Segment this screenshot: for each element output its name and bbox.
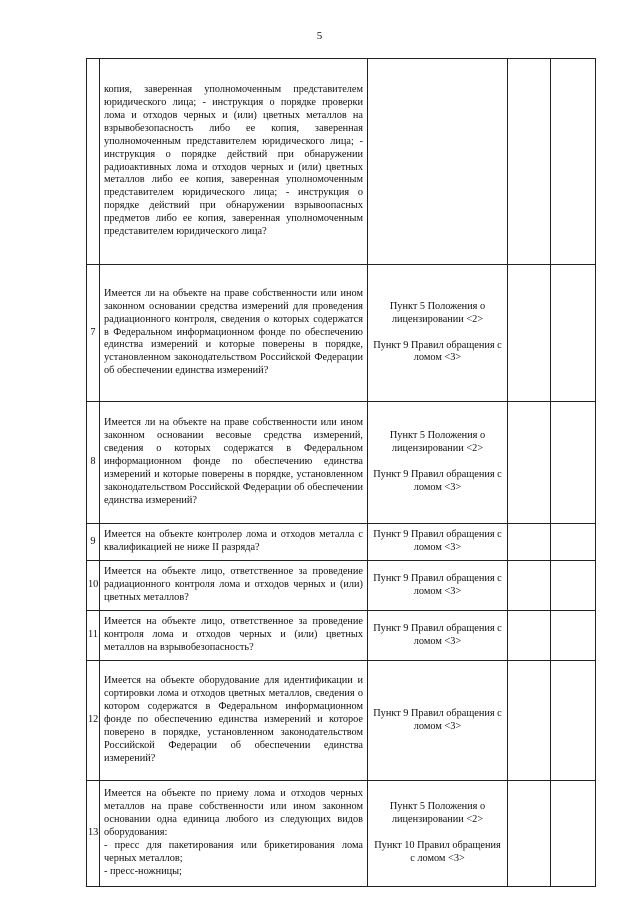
question-cell: Имеется на объекте оборудование для идентификации и сортировки лома и отходов цветных металлов, сведения о котором содержатся в Федеральном информационном фонде по обеспечению единства измерений и которое поверено в порядке, установленном законодательством Российской Федерации об обеспечении единства измерений? <box>100 661 368 781</box>
reference-cell <box>368 781 508 887</box>
reference-text: Пункт 9 Правил обращения с ломом <3> <box>373 339 502 364</box>
question-text: Имеется на объекте по приему лома и отходов черных металлов на праве собственности или ином законном основании одна единица любого из следующих видов оборудования: <box>104 788 363 839</box>
row-number: 10 <box>87 561 100 611</box>
reference-text: Пункт 5 Положения о лицензировании <2> <box>389 801 486 826</box>
table-row <box>87 661 596 781</box>
note-cell <box>551 402 596 524</box>
reference-cell <box>368 561 508 611</box>
table-row <box>87 402 596 524</box>
requirements-table <box>86 58 596 887</box>
reference-cell <box>368 611 508 661</box>
question-list-item: - пресс для пакетирования или брикетирования лома черных металлов; <box>104 839 363 864</box>
question-cell: Имеется на объекте контролер лома и отходов металла с квалификацией не ниже II разряда? <box>100 524 368 561</box>
reference-cell <box>368 524 508 561</box>
reference-text: Пункт 5 Положения о лицензировании <2> <box>389 430 486 455</box>
reference-text: Пункт 9 Правил обращения с ломом <3> <box>373 572 502 597</box>
table-row <box>87 611 596 661</box>
reference-cell <box>368 265 508 402</box>
answer-cell <box>508 59 551 265</box>
answer-cell <box>508 661 551 781</box>
row-number: 11 <box>87 611 100 661</box>
note-cell <box>551 781 596 887</box>
question-cell: Имеется на объекте лицо, ответственное за проведение радиационного контроля лома и отходов черных и (или) цветных металлов? <box>100 561 368 611</box>
question-cell: Имеется на объекте лицо, ответственное за проведение контроля лома и отходов черных и (или) цветных металлов на взрывобезопасность? <box>100 611 368 661</box>
page-number: 5 <box>316 30 323 42</box>
row-number: 8 <box>87 402 100 524</box>
reference-text: Пункт 9 Правил обращения с ломом <3> <box>373 707 502 732</box>
reference-text: Пункт 9 Правил обращения с ломом <3> <box>373 469 502 493</box>
reference-text: Пункт 9 Правил обращения с ломом <3> <box>373 622 502 647</box>
answer-cell <box>508 402 551 524</box>
table-row <box>87 561 596 611</box>
reference-text: Пункт 10 Правил обращения с ломом <3> <box>374 840 501 864</box>
question-cell: Имеется ли на объекте на праве собственности или ином законном основании весовые средства измерений, сведения о которых содержатся в Федеральном информационном фонде по обеспечению единства измерений и которые поверены в порядке, установленном законодательством Российской Федерации об обеспечении единства измерений? <box>100 402 368 524</box>
row-number <box>87 59 100 265</box>
note-cell <box>551 524 596 561</box>
reference-text: Пункт 9 Правил обращения с ломом <3> <box>373 529 502 553</box>
table-row <box>87 59 596 265</box>
reference-text: Пункт 5 Положения о лицензировании <2> <box>389 300 486 325</box>
note-cell <box>551 265 596 402</box>
answer-cell <box>508 781 551 887</box>
row-number: 7 <box>87 265 100 402</box>
table-row <box>87 265 596 402</box>
answer-cell <box>508 611 551 661</box>
note-cell <box>551 561 596 611</box>
reference-cell <box>368 402 508 524</box>
note-cell <box>551 59 596 265</box>
question-cell: копия, заверенная уполномоченным представителем юридического лица; - инструкция о порядке проверки лома и отходов черных и (или) цветных металлов на взрывобезопасность либо ее копия, заверенная уполномоченным представителем юридического лица; - инструкция о порядке действий при обнаружении радиоактивных лома и отходов черных и (или) цветных металлов либо ее копия, заверенная уполномоченным представителем юридического лица; - инструкция о порядке действий при обнаружении взрывоопасных предметов либо ее копия, заверенная уполномоченным представителем юридического лица? <box>100 59 368 265</box>
answer-cell <box>508 561 551 611</box>
reference-cell <box>368 661 508 781</box>
table-row <box>87 524 596 561</box>
row-number: 9 <box>87 524 100 561</box>
table-row <box>87 781 596 887</box>
question-list-item: - пресс-ножницы; <box>104 865 182 877</box>
question-cell <box>100 781 368 887</box>
row-number: 12 <box>87 661 100 781</box>
answer-cell <box>508 524 551 561</box>
note-cell <box>551 611 596 661</box>
note-cell <box>551 661 596 781</box>
answer-cell <box>508 265 551 402</box>
reference-cell <box>368 59 508 265</box>
question-cell: Имеется ли на объекте на праве собственности или ином законном основании средства измерений для проведения радиационного контроля, сведения о которых содержатся в Федеральном информационном фонде по обеспечению единства измерений и которые поверены в порядке, установленном законодательством Российской Федерации об обеспечении единства измерений? <box>100 265 368 402</box>
row-number: 13 <box>87 781 100 887</box>
